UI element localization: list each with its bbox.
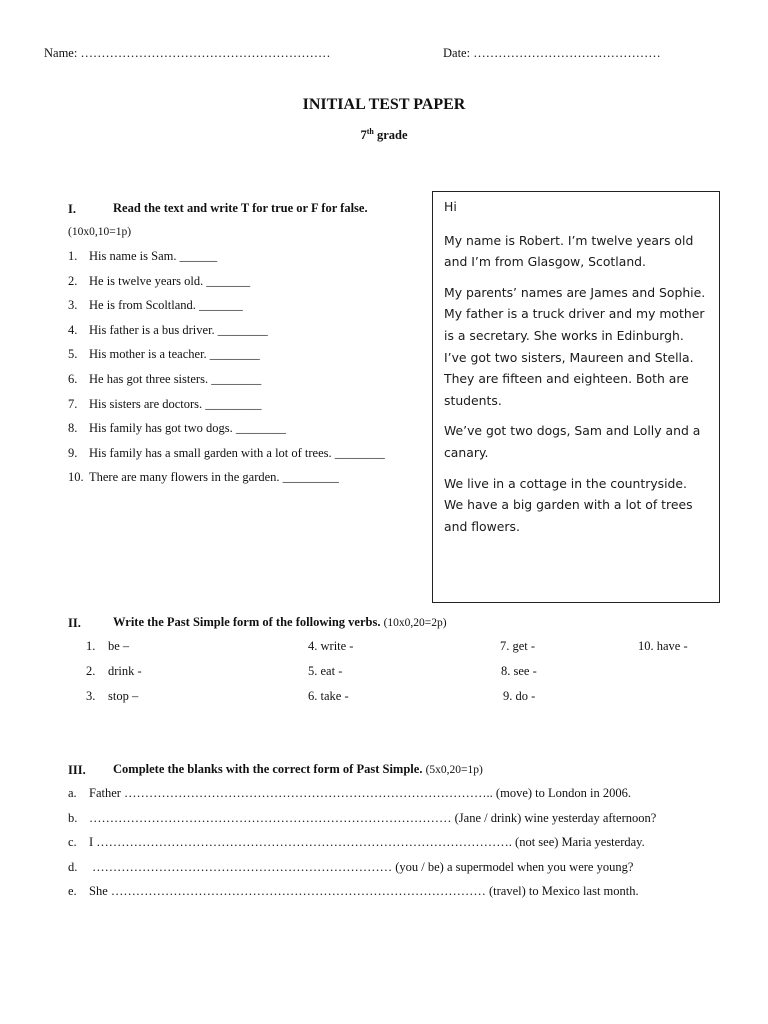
item-letter: a. bbox=[68, 786, 77, 800]
blank-item bbox=[68, 860, 633, 875]
item-number: 6. bbox=[68, 371, 78, 386]
verb-item bbox=[86, 664, 142, 679]
section1-points: (10x0,10=1p) bbox=[68, 226, 132, 238]
verb-item: 6. take - bbox=[308, 689, 349, 703]
item-text: …………………………………………………………………………… (Jane / drink) wine yesterday afternoon? bbox=[89, 811, 657, 825]
item-text: He has got three sisters. ________ bbox=[89, 371, 262, 386]
name-field-label: Name: …………………………………………………… bbox=[44, 46, 331, 60]
letter-paragraph: My name is Robert. I’m twelve years old and I’m from Glasgow, Scotland. bbox=[444, 232, 694, 270]
item-text: His name is Sam. ______ bbox=[89, 249, 218, 263]
section3-instruction: Complete the blanks with the correct form of Past Simple. bbox=[113, 762, 423, 776]
verb-item: 4. write - bbox=[308, 639, 354, 653]
item-text: There are many flowers in the garden. _________ bbox=[89, 470, 339, 485]
date-field-label: Date: ……………………………………… bbox=[443, 46, 661, 60]
list-item bbox=[68, 392, 385, 417]
item-text: His family has a small garden with a lot of trees. ________ bbox=[89, 445, 385, 460]
verb-item: 5. eat - bbox=[308, 664, 343, 678]
item-number: 3. bbox=[68, 298, 78, 313]
letter-paragraph: We’ve got two dogs, Sam and Lolly and a canary. bbox=[444, 423, 701, 460]
verb-item: 9. do - bbox=[503, 689, 536, 703]
list-item bbox=[68, 367, 385, 392]
item-number: 7. bbox=[68, 396, 78, 411]
item-text: His sisters are doctors. _________ bbox=[89, 396, 262, 411]
list-item bbox=[68, 465, 385, 490]
item-text: ……………………………………………………………… (you / be) a supermodel when you were young? bbox=[89, 860, 634, 874]
item-text: His mother is a teacher. ________ bbox=[89, 347, 260, 362]
verb-number: 1. bbox=[86, 639, 96, 653]
item-letter: e. bbox=[68, 884, 77, 898]
true-false-list bbox=[68, 244, 385, 490]
verb-item: 8. see - bbox=[501, 664, 537, 678]
item-text: He is from Scoltland. _______ bbox=[89, 298, 243, 313]
item-letter: d. bbox=[68, 860, 78, 874]
section3-heading bbox=[113, 762, 483, 777]
section3-points: (5x0,20=1p) bbox=[425, 764, 483, 776]
item-letter: c. bbox=[68, 835, 77, 849]
item-text: His father is a bus driver. ________ bbox=[89, 322, 268, 337]
blank-item bbox=[68, 835, 645, 850]
verb-text: drink - bbox=[108, 664, 142, 678]
blank-item bbox=[68, 811, 656, 826]
letter-greeting: Hi bbox=[444, 199, 457, 214]
verb-text: be – bbox=[108, 639, 130, 653]
blank-item bbox=[68, 786, 631, 801]
list-item bbox=[68, 441, 385, 466]
list-item bbox=[68, 342, 385, 367]
section2-instruction: Write the Past Simple form of the following verbs. bbox=[113, 615, 381, 629]
item-number: 9. bbox=[68, 445, 78, 460]
item-number: 10. bbox=[68, 470, 84, 485]
item-number: 8. bbox=[68, 421, 78, 436]
section1-number: I. bbox=[68, 202, 76, 216]
grade-word: grade bbox=[376, 128, 408, 143]
list-item bbox=[68, 269, 385, 294]
grade-number: 7 bbox=[360, 128, 367, 143]
list-item bbox=[68, 293, 385, 318]
item-number: 4. bbox=[68, 322, 78, 337]
item-text: Father …………………………………………………………………………….. (move) to London in 2006. bbox=[89, 786, 631, 800]
grade-suffix: th bbox=[366, 127, 374, 136]
letter-paragraph: We live in a cottage in the countryside. We have a big garden with a lot of trees and flowers. bbox=[444, 475, 693, 534]
item-text: I ………………………………………………………………………………………. (not see) Maria yesterday. bbox=[89, 835, 645, 849]
item-number: 2. bbox=[68, 273, 78, 288]
section2-heading bbox=[113, 615, 447, 630]
blank-item bbox=[68, 884, 639, 899]
item-text: His family has got two dogs. ________ bbox=[89, 421, 286, 436]
verb-number: 2. bbox=[86, 664, 96, 678]
verb-item: 10. have - bbox=[638, 639, 688, 653]
verb-item bbox=[86, 689, 138, 704]
verb-text: stop – bbox=[108, 689, 139, 703]
reading-text-box bbox=[432, 191, 720, 603]
section2-number: II. bbox=[68, 616, 81, 630]
item-number: 1. bbox=[68, 249, 78, 263]
item-text: She ……………………………………………………………………………… (travel) to Mexico last month. bbox=[89, 884, 639, 898]
section2-points: (10x0,20=2p) bbox=[383, 617, 447, 629]
item-letter: b. bbox=[68, 811, 78, 825]
list-item bbox=[68, 244, 385, 269]
section1-instruction: Read the text and write T for true or F for false. bbox=[113, 201, 368, 215]
list-item bbox=[68, 318, 385, 343]
page-title: INITIAL TEST PAPER bbox=[302, 96, 466, 113]
section3-number: III. bbox=[68, 763, 86, 777]
item-number: 5. bbox=[68, 347, 78, 362]
item-text: He is twelve years old. _______ bbox=[89, 273, 251, 288]
verb-number: 3. bbox=[86, 689, 96, 703]
grade-label bbox=[0, 127, 768, 143]
letter-paragraph: My parents’ names are James and Sophie. My father is a truck driver and my mother is a secretary. She works in Edinburgh. I’ve got two sisters, Maureen and Stella. They are fifteen and eighteen. Both are students. bbox=[444, 284, 706, 408]
list-item bbox=[68, 416, 385, 441]
verb-item: 7. get - bbox=[500, 639, 536, 653]
verb-item bbox=[86, 639, 129, 654]
